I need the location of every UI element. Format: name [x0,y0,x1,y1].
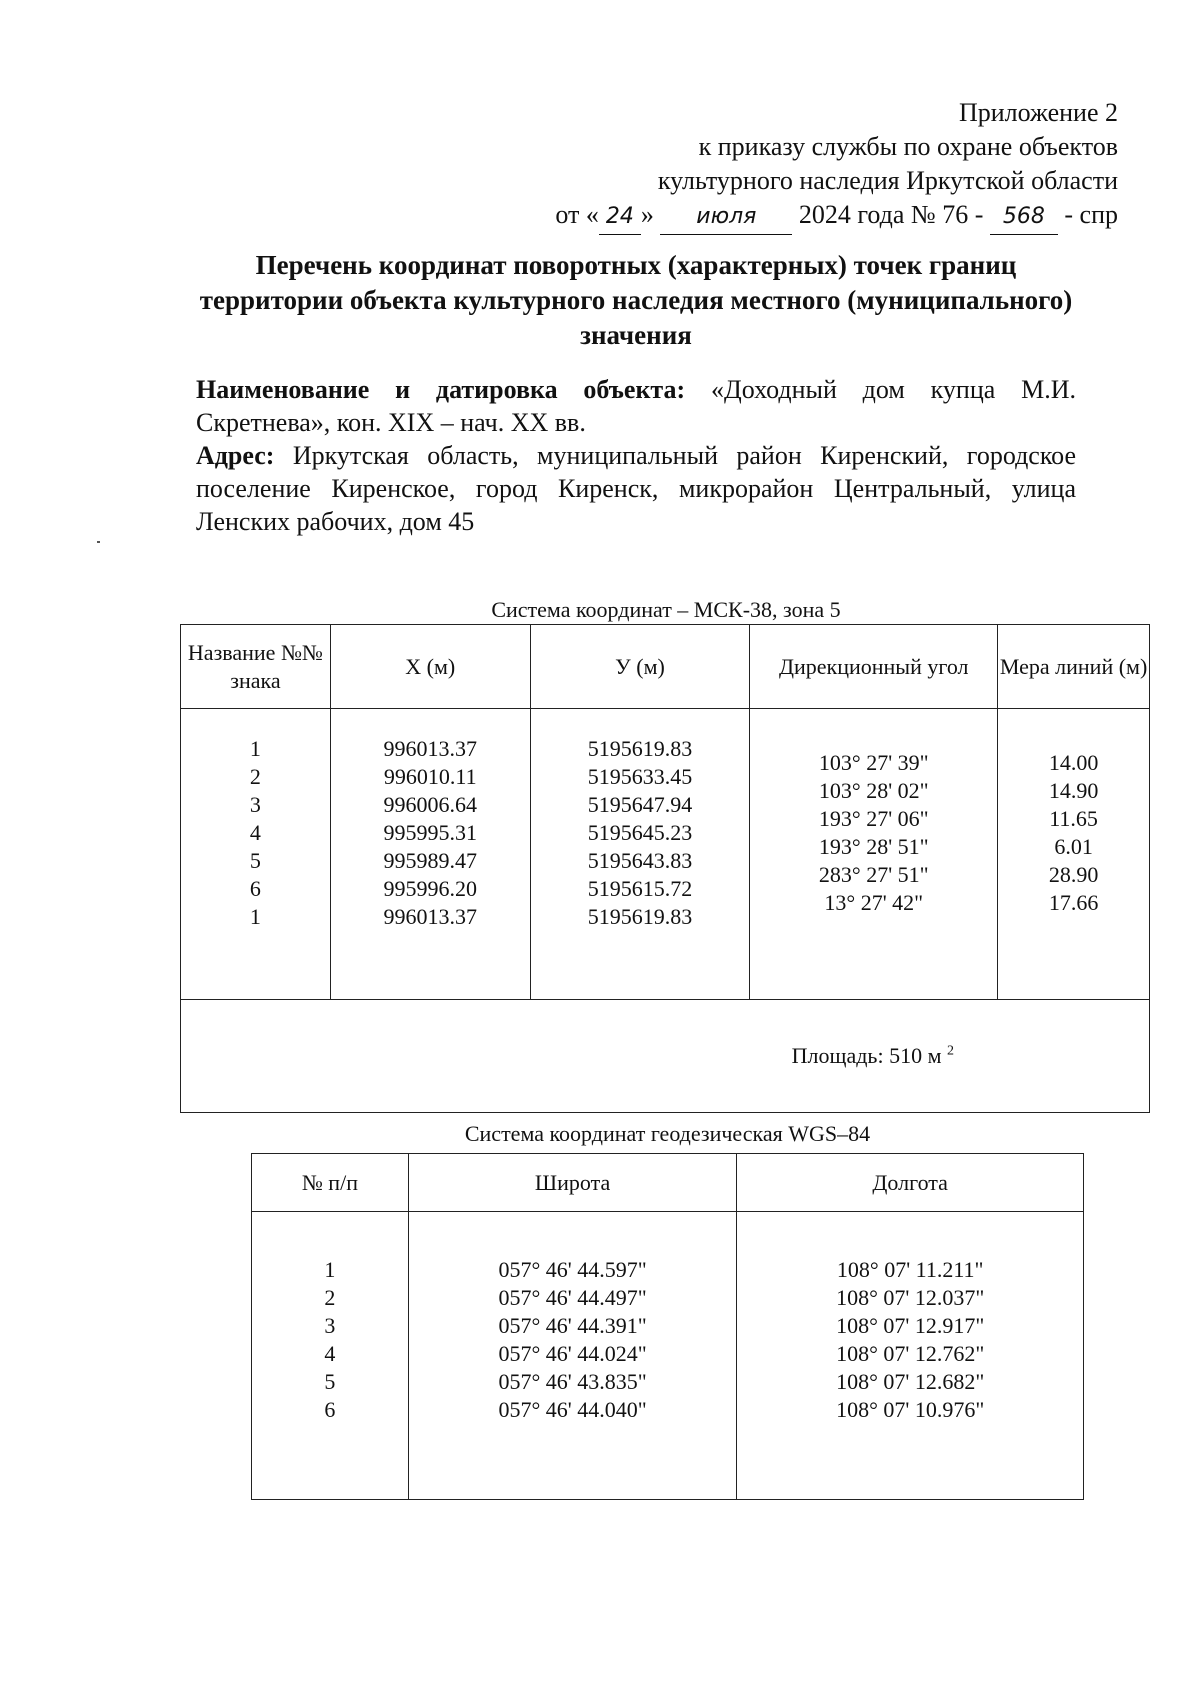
table-cell: 11.65 [1049,806,1098,831]
area-label: Площадь: 510 м [791,1043,942,1068]
object-address-paragraph [196,439,1076,538]
table-cell: 996013.37 [383,904,477,929]
appendix-line-1: Приложение 2 [958,98,1118,127]
document-title [196,248,1076,353]
table1-data-row [181,709,1150,1000]
table1-caption: Система координат – МСК-38, зона 5 [491,597,841,622]
appendix-line-2: к приказу службы по охране объектов [698,132,1118,161]
table-cell: 5 [324,1369,336,1394]
table-cell: 2 [324,1285,336,1310]
table-cell: 5195643.83 [587,848,693,873]
date-prefix: от « [555,200,599,229]
y-column [530,709,750,1000]
header-lat: Широта [408,1154,737,1212]
handwritten-day: 24 [599,200,641,235]
table-cell: 193° 28' 51" [818,834,929,859]
object-name-label: Наименование и датировка объекта: [196,375,686,404]
date-mid: » [640,200,654,229]
handwritten-order-number: 568 [990,200,1058,235]
table-cell: 108° 07' 12.762" [836,1341,985,1366]
msk38-coordinates-table [180,624,1150,1113]
appendix-line-3: культурного наследия Иркутской области [657,166,1118,195]
table-cell: 13° 27' 42" [824,890,924,915]
table-cell: 1 [324,1257,336,1282]
table-cell: 108° 07' 12.917" [836,1313,985,1338]
x-column [330,709,530,1000]
date-year-text: 2024 года № 76 - [798,200,984,229]
table-cell: 057° 46' 44.391" [498,1313,647,1338]
point-names-column [181,709,331,1000]
table-cell: 108° 07' 12.682" [836,1369,985,1394]
appendix-header [478,96,1118,235]
title-line-2: территории объекта культурного наследия местного (муниципального) [199,285,1073,315]
margin-mark [97,541,100,543]
table1-header-row [181,625,1150,709]
table-cell: 996006.64 [383,792,477,817]
table-cell: 5195619.83 [587,904,693,929]
table-cell: 103° 28' 02" [818,778,929,803]
table-cell: 108° 07' 12.037" [836,1285,985,1310]
num-column [252,1212,409,1500]
order-date-line [478,198,1118,235]
header-point-name: Название №№ знака [181,625,331,709]
handwritten-month: июля [660,200,792,235]
table-cell: 14.90 [1048,778,1099,803]
area-cell [181,1000,1150,1113]
table-cell: 3 [324,1313,336,1338]
table-cell: 28.90 [1048,862,1099,887]
table-cell: 5195633.45 [587,764,693,789]
object-address-value: Иркутская область, муниципальный район Киренский, городское поселение Киренское, город Киренск, микрорайон Центральный, улица Ленских рабочих, дом 45 [196,441,1077,536]
table-cell: 6 [249,876,261,901]
table-cell: 995996.20 [383,876,477,901]
table-cell: 5195615.72 [587,876,693,901]
header-length: Мера линий (м) [998,625,1150,709]
table-cell: 5195619.83 [587,736,693,761]
title-line-3: значения [580,320,692,350]
table2-caption: Система координат геодезическая WGS–84 [464,1121,871,1146]
header-angle: Дирекционный угол [750,625,998,709]
table-cell: 103° 27' 39" [818,750,929,775]
lon-column [737,1212,1084,1500]
table-cell: 17.66 [1048,890,1099,915]
table2-data-row [252,1212,1084,1500]
table-cell: 6 [324,1397,336,1422]
table-cell: 14.00 [1048,750,1099,775]
table-cell: 5195645.23 [587,820,693,845]
table-cell: 995995.31 [383,820,477,845]
table-cell: 4 [324,1341,336,1366]
object-name-paragraph [196,373,1076,439]
header-x: Х (м) [330,625,530,709]
table-cell: 057° 46' 44.497" [498,1285,647,1310]
header-num: № п/п [252,1154,409,1212]
table-cell: 057° 46' 44.040" [498,1397,647,1422]
object-name-value: «Доходный дом купца М.И. Скретнева», кон. XIX – нач. XX вв. [196,375,1077,437]
table-cell: 996010.11 [383,764,477,789]
table-cell: 2 [249,764,261,789]
table-cell: 108° 07' 10.976" [836,1397,985,1422]
table-cell: 1 [249,904,261,929]
table-cell: 193° 27' 06" [818,806,929,831]
header-y: У (м) [530,625,750,709]
object-address-label: Адрес: [196,441,275,470]
table-cell: 4 [249,820,261,845]
table-cell: 5 [249,848,261,873]
header-lon: Долгота [737,1154,1084,1212]
table-cell: 057° 46' 43.835" [498,1369,647,1394]
table-cell: 3 [249,792,261,817]
table-cell: 283° 27' 51" [818,862,929,887]
table-cell: 995989.47 [383,848,477,873]
lat-column [408,1212,737,1500]
area-unit-exponent: 2 [947,1043,954,1059]
length-column [998,709,1150,1000]
table-cell: 057° 46' 44.024" [498,1341,647,1366]
table-cell: 108° 07' 11.211" [836,1257,984,1282]
object-info [196,373,1076,538]
table-cell: 6.01 [1054,834,1093,859]
table2-header-row [252,1154,1084,1212]
angle-column [750,709,998,1000]
table-cell: 996013.37 [383,736,477,761]
area-row [181,1000,1150,1113]
table-cell: 5195647.94 [587,792,693,817]
title-line-1: Перечень координат поворотных (характерных) точек границ [255,250,1017,280]
order-suffix: - спр [1064,200,1118,229]
table-cell: 1 [249,736,261,761]
wgs84-coordinates-table [251,1153,1084,1500]
table-cell: 057° 46' 44.597" [498,1257,647,1282]
